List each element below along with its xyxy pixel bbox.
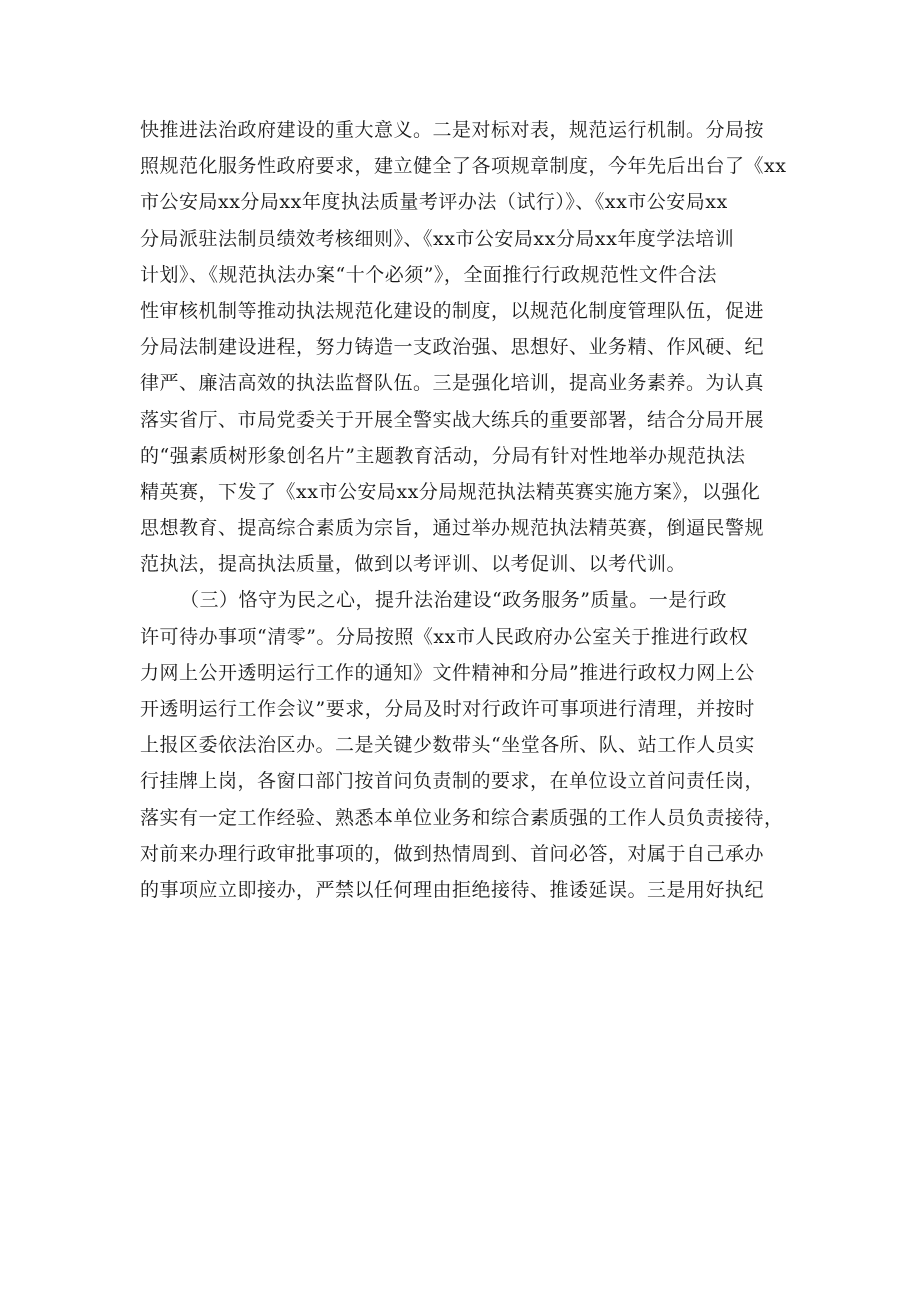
text-line: 落实有一定工作经验、熟悉本单位业务和综合素质强的工作人员负责接待， [140, 806, 784, 829]
text-line: 计划》、《规范执法办案“十个必须”》，全面推行行政规范性文件合法 [140, 263, 717, 286]
text-line: 快推进法治政府建设的重大意义。二是对标对表，规范运行机制。分局按 [140, 119, 765, 141]
text-line: 市公安局xx分局xx年度执法质量考评办法（试行）》、《xx市公安局xx [140, 191, 728, 214]
text-line: 许可待办事项“清零”。分局按照《xx市人民政府办公室关于推进行政权 [140, 625, 749, 648]
text-line: 力网上公开透明运行工作的通知》文件精神和分局”推进行政权力网上公 [140, 661, 755, 684]
text-line: 精英赛，下发了《xx市公安局xx分局规范执法精英赛实施方案》，以强化 [140, 480, 761, 503]
section-heading-line: （三）恪守为民之心，提升法治建设“政务服务”质量。一是行政 [180, 589, 727, 612]
text-line: 落实省厅、市局党委关于开展全警实战大练兵的重要部署，结合分局开展 [140, 408, 765, 431]
text-line: 思想教育、提高综合素质为宗旨，通过举办规范执法精英赛，倒逼民警规 [140, 517, 765, 540]
text-line: 律严、廉洁高效的执法监督队伍。三是强化培训，提高业务素养。为认真 [140, 372, 765, 395]
text-line: 分局法制建设进程，努力铸造一支政治强、思想好、业务精、作风硬、纪 [140, 336, 765, 359]
text-line: 性审核机制等推动执法规范化建设的制度，以规范化制度管理队伍，促进 [140, 299, 765, 322]
text-line: 范执法，提高执法质量，做到以考评训、以考促训、以考代训。 [140, 553, 687, 576]
text-line: 的事项应立即接办，严禁以任何理由拒绝接待、推诿延误。三是用好执纪 [140, 878, 765, 901]
text-line: 上报区委依法治区办。二是关键少数带头“坐堂各所、队、站工作人员实 [140, 734, 755, 757]
text-line: 照规范化服务性政府要求，建立健全了各项规章制度，今年先后出台了《xx [140, 155, 787, 178]
text-line: 分局派驻法制员绩效考核细则》、《xx市公安局xx分局xx年度学法培训 [140, 227, 735, 250]
body-text [140, 112, 800, 908]
text-line: 行挂牌上岗，各窗口部门按首问负责制的要求，在单位设立首问责任岗， [140, 770, 765, 793]
text-line: 的“强素质树形象创名片”主题教育活动，分局有针对性地举办规范执法 [140, 444, 746, 467]
text-line: 开透明运行工作会议”要求，分局及时对行政许可事项进行清理，并按时 [140, 698, 755, 720]
text-line: 对前来办理行政审批事项的，做到热情周到、首问必答，对属于自己承办 [140, 842, 765, 865]
